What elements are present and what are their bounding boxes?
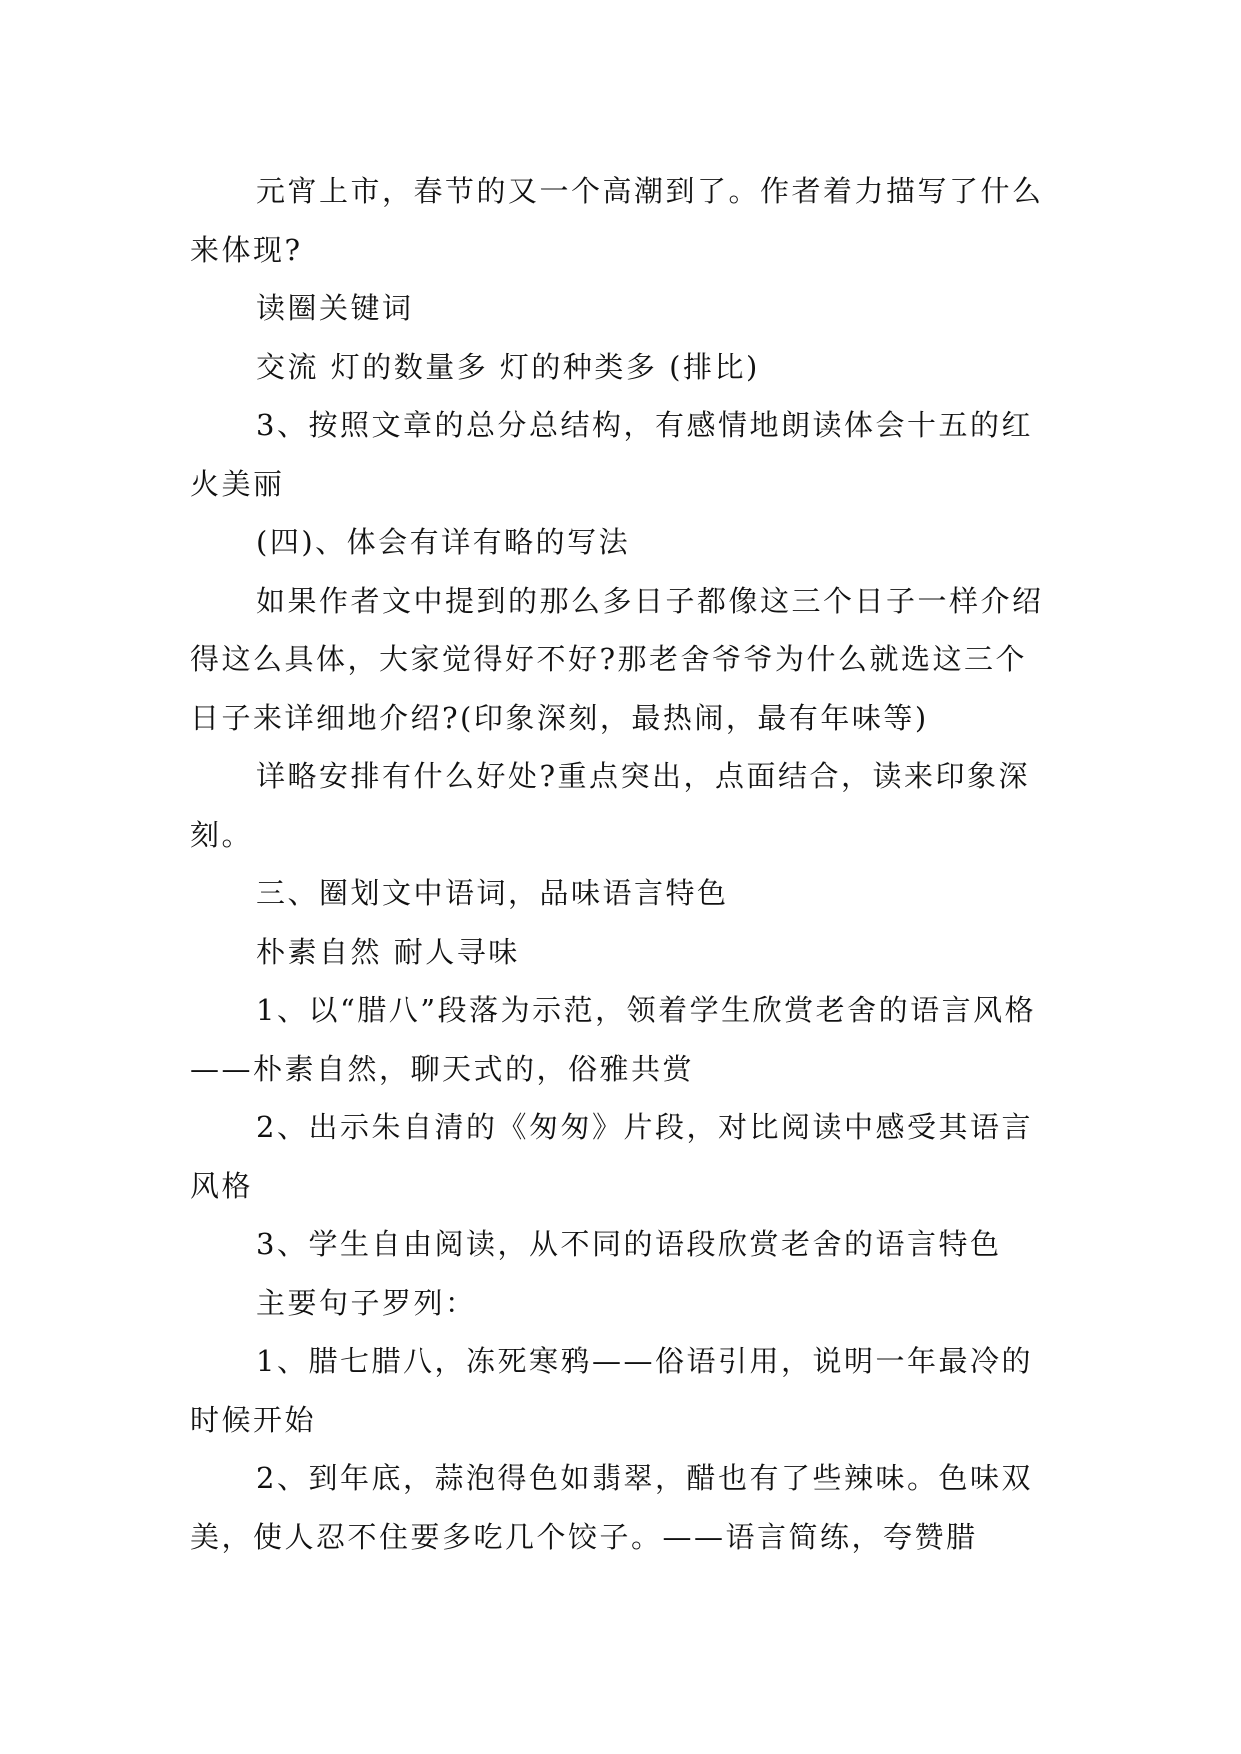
paragraph: (四)、体会有详有略的写法 xyxy=(256,525,631,559)
paragraph: 3、学生自由阅读，从不同的语段欣赏老舍的语言特色 xyxy=(256,1227,1002,1261)
section-heading: 三、圈划文中语词，品味语言特色 xyxy=(256,876,729,910)
paragraph: 主要句子罗列： xyxy=(256,1285,477,1320)
paragraph: 详略安排有什么好处?重点突出，点面结合，读来印象深刻。 xyxy=(190,759,1031,852)
paragraph: 2、到年底，蒜泡得色如翡翠，醋也有了些辣味。色味双美，使人忍不住要多吃几个饺子。——语言简练，夸赞腊 xyxy=(190,1461,1033,1554)
paragraph: 读圈关键词 xyxy=(256,291,414,325)
paragraph: 3、按照文章的总分总结构，有感情地朗读体会十五的红火美丽 xyxy=(190,408,1033,501)
paragraph: 元宵上市，春节的又一个高潮到了。作者着力描写了什么来体现? xyxy=(190,174,1044,267)
paragraph: 2、出示朱自清的《匆匆》片段，对比阅读中感受其语言风格 xyxy=(190,1110,1033,1203)
paragraph: 交流 灯的数量多 灯的种类多 (排比) xyxy=(256,349,760,384)
paragraph: 1、以“腊八”段落为示范，领着学生欣赏老舍的语言风格——朴素自然，聊天式的，俗雅共赏 xyxy=(190,993,1037,1086)
document-body xyxy=(190,162,1050,1566)
paragraph: 如果作者文中提到的那么多日子都像这三个日子一样介绍得这么具体，大家觉得好不好?那老舍爷爷为什么就选这三个日子来详细地介绍?(印象深刻，最热闹，最有年味等) xyxy=(190,583,1044,735)
paragraph: 1、腊七腊八，冻死寒鸦——俗语引用，说明一年最冷的时候开始 xyxy=(190,1344,1033,1437)
paragraph: 朴素自然 耐人寻味 xyxy=(256,934,520,969)
